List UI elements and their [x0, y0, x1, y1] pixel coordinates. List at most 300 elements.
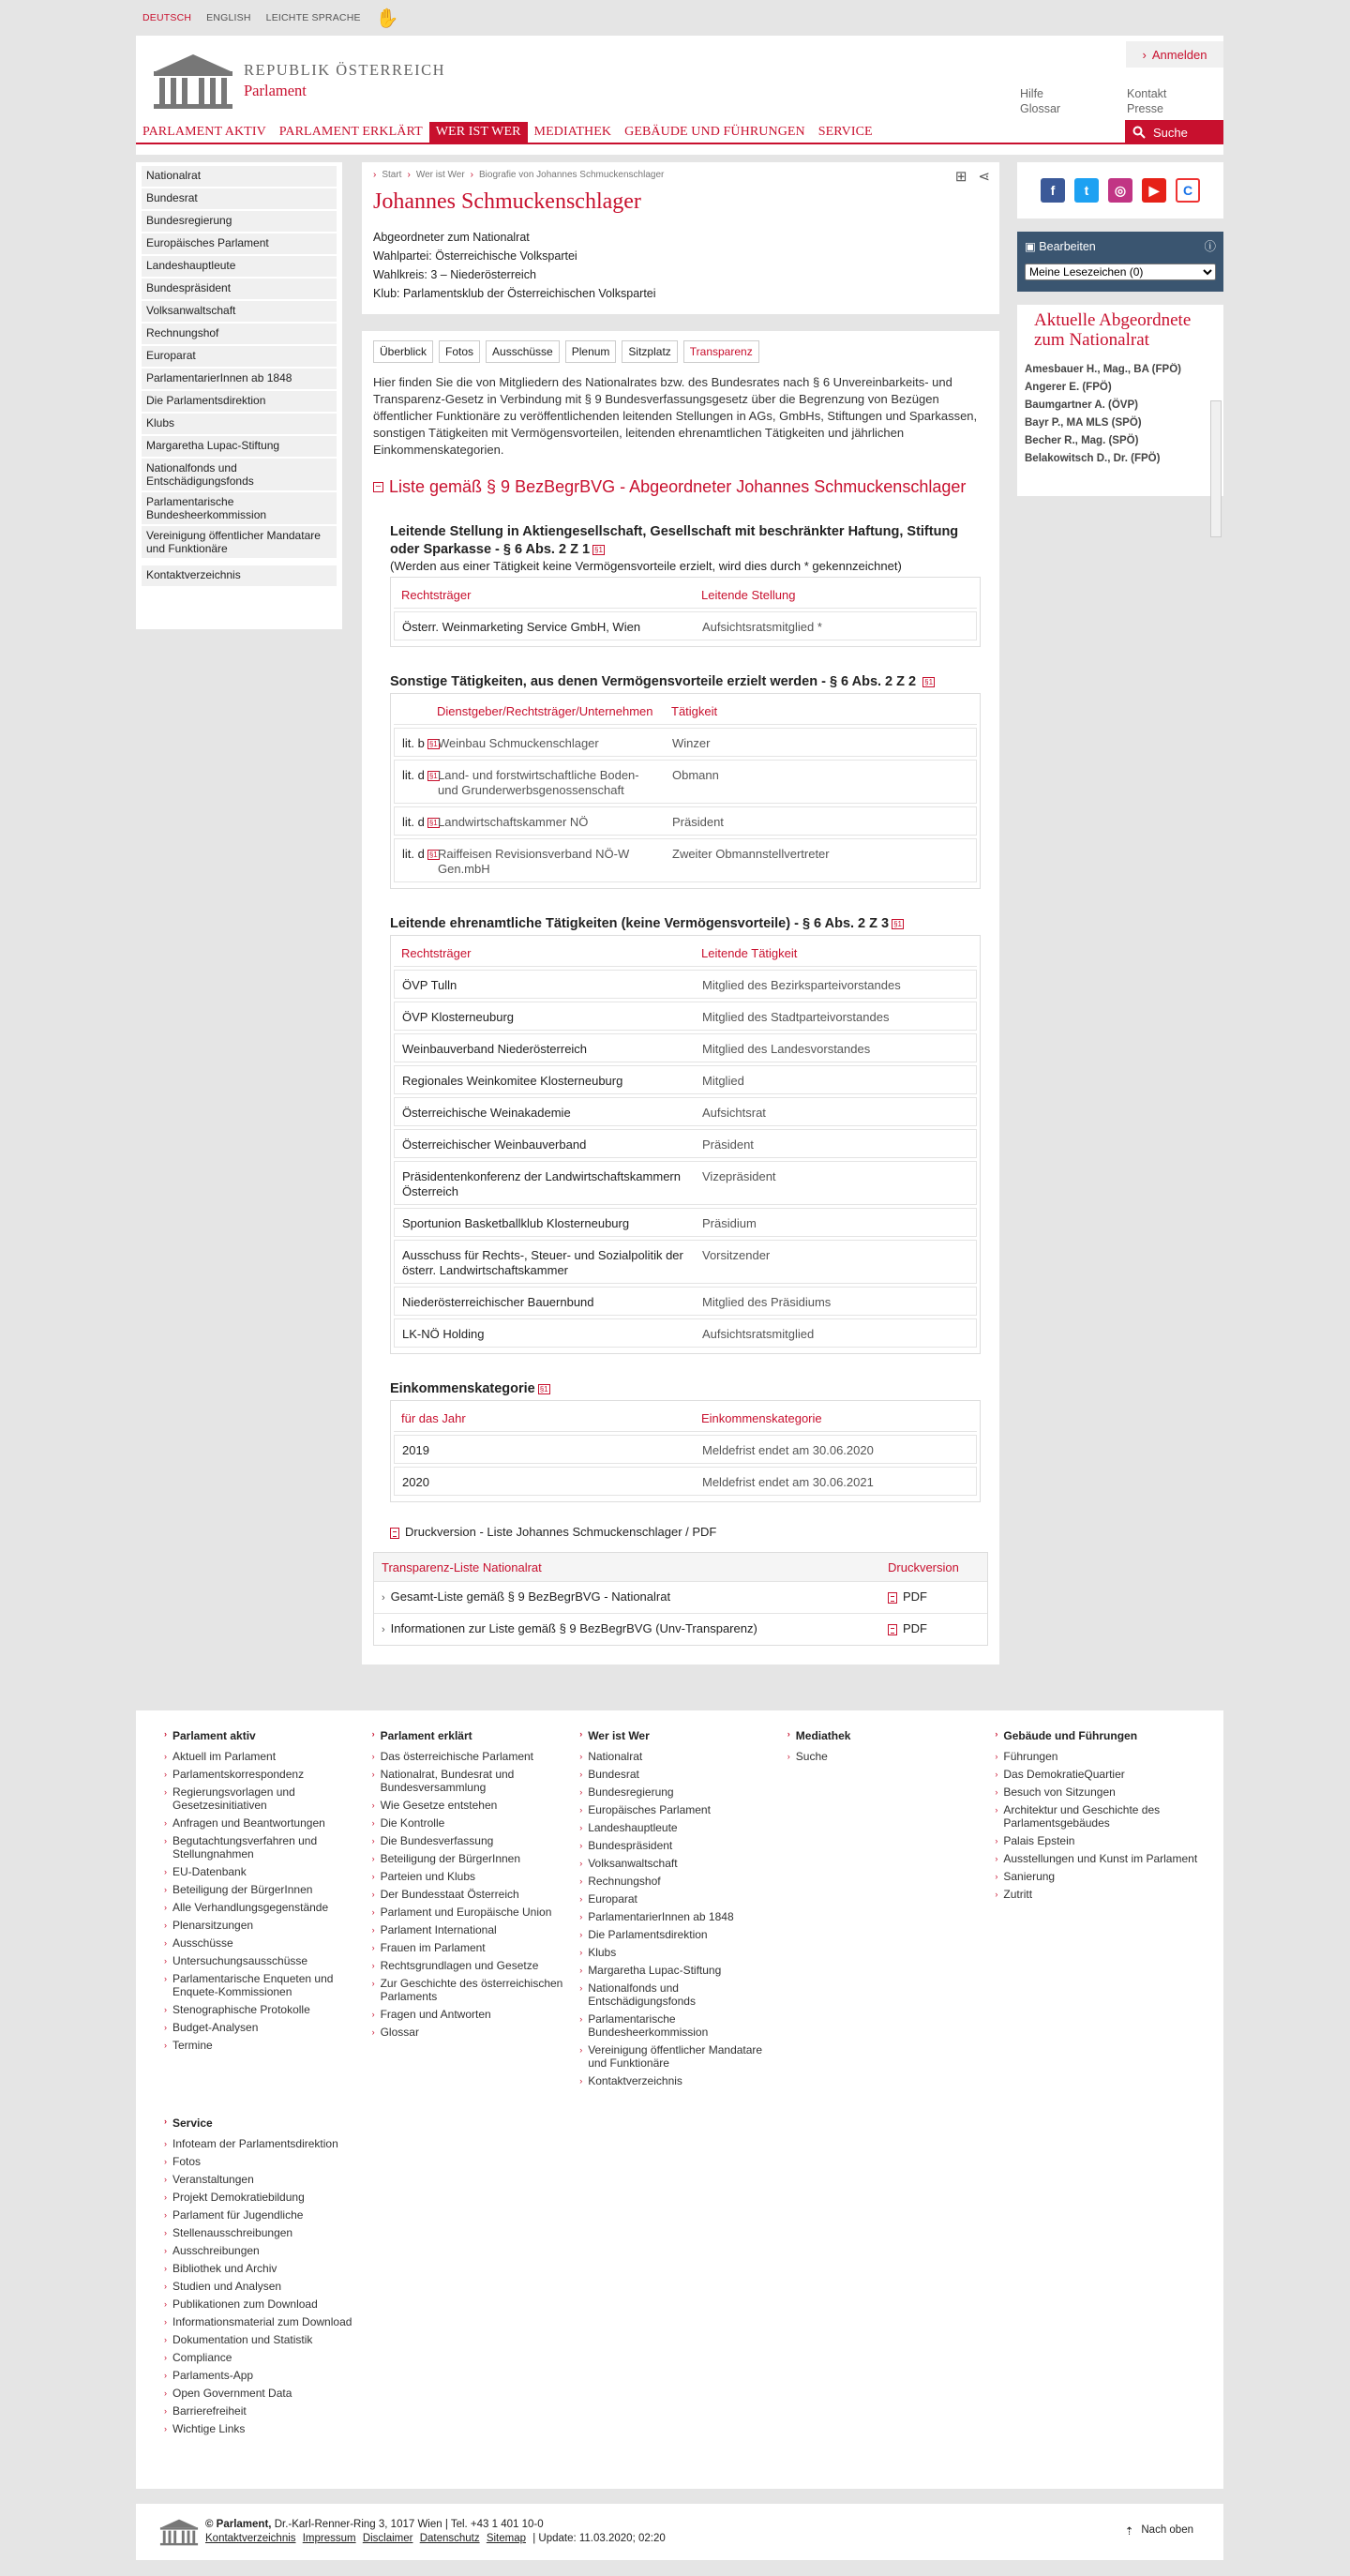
footer-link[interactable] [164, 1816, 368, 1830]
table-row [374, 1613, 987, 1645]
sidebar-item-vereinigung[interactable]: Vereinigung öffentlicher Mandatare und Funktionäre [142, 526, 337, 558]
footer-link[interactable] [372, 2026, 577, 2039]
login-arrow-icon: › [1142, 47, 1147, 62]
edit-box [1017, 232, 1223, 292]
footer-link-label: Nationalrat [588, 1750, 643, 1763]
chevron-right-icon: › [371, 1943, 375, 1952]
lit-cell [395, 839, 438, 881]
cell: Österreichischer Weinbauverband [402, 1137, 587, 1152]
footer-link[interactable] [164, 2039, 368, 2052]
chevron-right-icon: › [579, 2076, 583, 2086]
footer-link[interactable] [579, 1875, 784, 1888]
print-download-link[interactable] [390, 1525, 988, 1539]
chevron-right-icon: › [371, 1979, 375, 1988]
cell: Weinbau Schmuckenschlager [438, 736, 599, 750]
footer-link-label: Parlament und Europäische Union [380, 1906, 552, 1919]
pdf-link[interactable] [880, 1582, 935, 1613]
collapse-icon: − [373, 482, 383, 492]
footer-link-label: Wichtige Links [172, 2422, 246, 2435]
chevron-right-icon: › [995, 1729, 998, 1739]
table-row [394, 1240, 977, 1284]
footer-link[interactable] [579, 2012, 784, 2039]
footer-column-title[interactable] [164, 1729, 368, 1742]
member-item[interactable]: Baumgartner A. (ÖVP) [1025, 399, 1138, 411]
footer-link-label: Klubs [588, 1946, 617, 1959]
sidebar-item-europarat[interactable]: Europarat [142, 346, 337, 367]
tab-ueberblick[interactable]: Überblick [373, 340, 433, 363]
sidebar-item-nationalrat[interactable]: Nationalrat [142, 166, 337, 187]
footer-link[interactable] [579, 1946, 784, 1959]
table-row [394, 1033, 977, 1062]
sidebar-item-rechnungshof[interactable]: Rechnungshof [142, 324, 337, 344]
footer-link-label: Parlament International [380, 1923, 497, 1936]
footer-link-label: Ausschreibungen [172, 2244, 260, 2257]
edit-title-label: Bearbeiten [1039, 239, 1096, 253]
arrow-up-icon: ⇡ [1124, 2526, 1134, 2538]
nav-gebaeude[interactable]: GEBÄUDE UND FÜHRUNGEN [624, 125, 805, 139]
main-content [362, 162, 999, 1691]
chevron-right-icon: › [579, 2045, 583, 2055]
pdf-label: PDF [903, 1589, 927, 1604]
nav-parlament-erklaert[interactable]: PARLAMENT ERKLÄRT [278, 125, 423, 139]
footer-link-label: Die Bundesverfassung [380, 1834, 494, 1847]
footer-link[interactable] [164, 2387, 372, 2400]
cell: ÖVP Tulln [402, 978, 458, 992]
sidebar-item-lupac-stiftung[interactable]: Margaretha Lupac-Stiftung [142, 436, 337, 457]
tab-transparenz[interactable]: Transparenz [683, 340, 759, 363]
section-toggle[interactable] [373, 477, 988, 497]
footer-link[interactable] [164, 2155, 372, 2168]
instagram-icon[interactable]: ◎ [1108, 178, 1132, 203]
footer-link[interactable] [164, 2137, 372, 2150]
current-members-title: Aktuelle Abgeordnete zum Nationalrat [1034, 310, 1192, 350]
footer-link-label: Rechnungshof [588, 1875, 661, 1888]
footer-link[interactable] [372, 1816, 577, 1830]
chevron-right-icon: › [382, 1624, 385, 1635]
link-glossar[interactable]: Glossar [1020, 102, 1061, 115]
footer-link-label: Plenarsitzungen [172, 1919, 254, 1932]
list-link[interactable] [374, 1582, 880, 1613]
footer-link-label: Vereinigung öffentlicher Mandatare und Funktionäre [588, 2043, 763, 2070]
sidebar-item-parlamentarierinnen[interactable]: ParlamentarierInnen ab 1848 [142, 369, 337, 389]
footer-link[interactable] [164, 2244, 372, 2257]
table-row [394, 1129, 977, 1158]
member-item[interactable]: Belakowitsch D., Dr. (FPÖ) [1025, 453, 1161, 464]
footer-link[interactable] [164, 1954, 368, 1967]
footer-link-label: Parteien und Klubs [380, 1870, 475, 1883]
footer-link-label: Bundesregierung [588, 1785, 674, 1799]
table-row [394, 1318, 977, 1348]
sidebar-item-bundesregierung[interactable]: Bundesregierung [142, 211, 337, 232]
chevron-right-icon: › [164, 2246, 167, 2255]
footer-link[interactable] [164, 2297, 372, 2311]
footer-link[interactable] [372, 1941, 577, 1954]
footer-link[interactable] [372, 1959, 577, 1972]
footer-link-label: EU-Datenbank [172, 1865, 247, 1878]
footer-link-label: Rechtsgrundlagen und Gesetze [380, 1959, 539, 1972]
footer-link-label: Glossar [380, 2026, 419, 2039]
sidebar-item-parlamentsdirektion[interactable]: Die Parlamentsdirektion [142, 391, 337, 412]
footer-link-kontaktverzeichnis[interactable]: Kontaktverzeichnis [205, 2533, 296, 2544]
footer-link[interactable] [372, 1923, 577, 1936]
chevron-right-icon: › [164, 2139, 167, 2148]
law-link-icon[interactable]: §1 [428, 772, 438, 781]
help-links [1020, 86, 1060, 116]
footer-link[interactable] [995, 1870, 1199, 1883]
table-row [394, 1287, 977, 1316]
footer-column-title[interactable] [164, 2117, 372, 2130]
footer-link[interactable] [372, 1852, 577, 1865]
footer-link-label: Landeshauptleute [588, 1821, 678, 1834]
cell: Präsidium [702, 1216, 757, 1230]
footer-link-label: ParlamentarierInnen ab 1848 [588, 1910, 734, 1923]
cell: Österreichische Weinakademie [402, 1106, 571, 1120]
table4-title-text: Einkommenskategorie [390, 1381, 535, 1396]
footer-link[interactable] [164, 2226, 372, 2239]
sidebar-item-volksanwaltschaft[interactable]: Volksanwaltschaft [142, 301, 337, 322]
sidebar-item-kontaktverzeichnis[interactable]: Kontaktverzeichnis [142, 565, 337, 586]
footer-link[interactable] [372, 1977, 577, 2003]
sidebar-item-nationalfonds[interactable]: Nationalfonds und Entschädigungsfonds [142, 459, 337, 490]
cell: Präsidentenkonferenz der Landwirtschaftskammern Österreich [402, 1169, 681, 1198]
footer-column-title-label: Wer ist Wer [588, 1729, 650, 1742]
footer-column-title[interactable] [788, 1729, 992, 1742]
footer-link[interactable] [164, 2003, 368, 2016]
chevron-right-icon: › [382, 1592, 385, 1604]
table-header [394, 1404, 977, 1432]
footer-link[interactable] [372, 1750, 577, 1763]
members-list [1025, 363, 1223, 485]
law-link-icon[interactable]: §1 [539, 1384, 548, 1393]
footer-link-label: Ausstellungen und Kunst im Parlament [1003, 1852, 1198, 1865]
chevron-right-icon: › [164, 2282, 167, 2291]
table-row [394, 806, 977, 836]
footer-link-label: Nationalrat, Bundesrat und Bundesversammlung [380, 1768, 515, 1794]
footer-link[interactable] [164, 2173, 372, 2186]
footer-column-title[interactable] [372, 1729, 577, 1742]
nav-service[interactable]: SERVICE [818, 125, 873, 139]
chevron-right-icon: › [371, 1925, 375, 1935]
chevron-right-icon: › [164, 2406, 167, 2416]
footer-link-sitemap[interactable]: Sitemap [486, 2533, 527, 2544]
footer-link[interactable] [579, 1892, 784, 1906]
chevron-right-icon: › [371, 1854, 375, 1863]
list-link[interactable] [374, 1614, 880, 1645]
footer-link-label: Besuch von Sitzungen [1003, 1785, 1116, 1799]
law-link-icon[interactable]: §1 [428, 819, 438, 828]
footer-link[interactable] [164, 2021, 368, 2034]
chevron-right-icon: › [579, 1876, 583, 1886]
bookmarks-select[interactable] [1025, 264, 1216, 280]
parliament-building-icon [150, 51, 236, 111]
members-scrollbar[interactable] [1210, 400, 1222, 537]
site-header [136, 36, 1223, 155]
chevron-right-icon: › [164, 2192, 167, 2202]
footer-link[interactable] [164, 2422, 372, 2435]
cell: Mitglied [702, 1074, 744, 1088]
law-link-icon[interactable]: §1 [428, 851, 438, 860]
footer-link[interactable] [164, 1834, 368, 1860]
chevron-right-icon: › [579, 1841, 583, 1850]
member-item[interactable]: Bayr P., MA MLS (SPÖ) [1025, 417, 1142, 429]
cell: Ausschuss für Rechts-, Steuer- und Sozialpolitik der österr. Landwirtschaftskammer [402, 1248, 683, 1277]
sign-language-icon[interactable]: ✋ [375, 8, 399, 29]
footer-link[interactable] [995, 1750, 1199, 1763]
chevron-right-icon: › [371, 1961, 375, 1970]
sidebar-item-bundesrat[interactable]: Bundesrat [142, 188, 337, 209]
footer-link-label: Das österreichische Parlament [380, 1750, 533, 1763]
footer-link-label: Publikationen zum Download [172, 2297, 318, 2311]
intro-text: Hier finden Sie die von Mitgliedern des Nationalrates bzw. des Bundesrates nach § 6 Unvereinbarkeits- und Transparenz-Gesetz in Verbindung mit § 9 Bundesverfassungsgesetz über die Begrenzung von Bezügen öffentlicher Funktionäre zu veröffentlichenden leitenden Stellungen in AGs, GmbHs, Stiftungen und Sparkassen, sonstigen Tätigkeiten mit Vermögensvorteilen, leitenden ehrenamtlichen Tätigkeiten und jährlichen Einkommenskategorien. [373, 375, 978, 457]
footer-link[interactable] [164, 2191, 372, 2204]
law-link-icon[interactable]: §1 [594, 545, 603, 554]
chevron-right-icon: › [579, 1752, 583, 1761]
footer-link-label: Die Kontrolle [380, 1816, 445, 1830]
footer-link[interactable] [164, 2315, 372, 2328]
breadcrumb-current: Biografie von Johannes Schmuckenschlager [479, 170, 665, 180]
footer-link[interactable] [164, 1901, 368, 1914]
table2-title [390, 673, 981, 691]
chevron-right-icon: › [995, 1752, 998, 1761]
sidebar-item-bundesheerkommission[interactable]: Parlamentarische Bundesheerkommission [142, 492, 337, 524]
footer-link[interactable] [579, 1839, 784, 1852]
social-links [1017, 162, 1223, 218]
link-kontakt[interactable]: Kontakt [1127, 87, 1167, 100]
chevron-right-icon: › [164, 2335, 167, 2344]
person-constituency: Wahlkreis: 3 – Niederösterreich [373, 268, 536, 281]
footer-link[interactable] [164, 2280, 372, 2293]
tab-fotos[interactable]: Fotos [439, 340, 480, 363]
footer-link[interactable] [164, 2262, 372, 2275]
cell: Aufsichtsratsmitglied [702, 1327, 815, 1341]
footer-link[interactable] [579, 2074, 784, 2087]
cell: Mitglied des Stadtparteivorstandes [702, 1010, 890, 1024]
footer-link[interactable] [995, 1852, 1199, 1865]
cell: Österr. Weinmarketing Service GmbH, Wien [402, 620, 641, 634]
share-icon[interactable]: ⋖ [978, 169, 990, 185]
cell: Weinbauverband Niederösterreich [402, 1042, 588, 1056]
law-link-icon[interactable]: §1 [428, 740, 438, 749]
chevron-right-icon: › [164, 1921, 167, 1930]
info-icon[interactable]: ⓘ [1204, 240, 1216, 253]
chevron-right-icon: › [371, 1770, 375, 1779]
tab-plenum[interactable]: Plenum [565, 340, 617, 363]
chevron-right-icon: › [579, 2014, 583, 2024]
footer-link[interactable] [579, 1857, 784, 1870]
footer-link[interactable] [164, 2369, 372, 2382]
sidebar-item-klubs[interactable]: Klubs [142, 414, 337, 434]
site-footer [136, 1710, 1223, 2489]
footer-link-label: Parlamentskorrespondenz [172, 1768, 305, 1781]
footer-column-title[interactable] [995, 1729, 1199, 1742]
search-button[interactable] [1125, 120, 1223, 144]
footer-link[interactable] [579, 1821, 784, 1834]
footer-link[interactable] [995, 1803, 1199, 1830]
chevron-right-icon: › [164, 2371, 167, 2380]
nav-mediathek[interactable]: MEDIATHEK [533, 125, 612, 139]
breadcrumb-start[interactable]: Start [382, 170, 402, 180]
chevron-right-icon: › [164, 1956, 167, 1966]
footer-link[interactable] [579, 1910, 784, 1923]
lit-cell [395, 761, 438, 803]
footer-link-label: Parlamentarische Enqueten und Enquete-Kommissionen [172, 1972, 334, 1998]
nav-parlament-aktiv[interactable]: PARLAMENT AKTIV [142, 125, 266, 139]
cell: Mitglied des Landesvorstandes [702, 1042, 871, 1056]
footer-link[interactable] [995, 1785, 1199, 1799]
footer-link[interactable] [995, 1834, 1199, 1847]
chevron-right-icon: › [164, 2228, 167, 2237]
sidebar-item-landeshauptleute[interactable]: Landeshauptleute [142, 256, 337, 277]
column-header: Rechtsträger [401, 946, 472, 960]
law-link-icon[interactable]: §1 [893, 919, 903, 928]
facebook-icon[interactable]: f [1041, 178, 1065, 203]
footer-link[interactable] [788, 1750, 992, 1763]
link-hilfe[interactable]: Hilfe [1020, 87, 1044, 100]
footer-link[interactable] [579, 1928, 784, 1941]
footer-link[interactable] [372, 1834, 577, 1847]
footer-link-datenschutz[interactable]: Datenschutz [419, 2533, 480, 2544]
breadcrumb-chevron-icon: › [373, 170, 377, 180]
chevron-right-icon: › [995, 1872, 998, 1881]
table1-title [390, 523, 981, 559]
footer-link[interactable] [372, 1906, 577, 1919]
footer-link[interactable] [164, 1883, 368, 1896]
footer-link-label: Veranstaltungen [172, 2173, 254, 2186]
footer-link-label: Begutachtungsverfahren und Stellungnahmen [172, 1834, 318, 1860]
footer-link[interactable] [372, 1768, 577, 1794]
logo-subtitle: Parlament [244, 82, 307, 99]
law-link-icon[interactable]: §1 [924, 677, 934, 686]
footer-link-label: Wie Gesetze entstehen [380, 1799, 498, 1812]
footer-link[interactable] [164, 1865, 368, 1878]
footer-link-label: Beteiligung der BürgerInnen [172, 1883, 313, 1896]
app-icon[interactable]: C [1176, 178, 1200, 203]
youtube-icon[interactable]: ▶ [1142, 178, 1166, 203]
footer-link-label: Projekt Demokratiebildung [172, 2191, 305, 2204]
footer-link[interactable] [372, 2008, 577, 2021]
table-header [394, 939, 977, 967]
parliament-logo[interactable] [150, 51, 445, 111]
footer-link-label: Frauen im Parlament [380, 1941, 486, 1954]
chevron-right-icon: › [579, 1894, 583, 1904]
chevron-right-icon: › [579, 1948, 583, 1957]
table-leitende-stellung [390, 577, 981, 647]
footer-link[interactable] [372, 1888, 577, 1901]
footer-link[interactable] [579, 1981, 784, 2008]
footer-link[interactable] [164, 2351, 372, 2364]
footer-link[interactable] [164, 1936, 368, 1950]
sidebar-item-bundespraesident[interactable]: Bundespräsident [142, 279, 337, 299]
pdf-link[interactable] [880, 1614, 935, 1645]
tab-sitzplatz[interactable]: Sitzplatz [622, 340, 677, 363]
footer-link[interactable] [579, 2043, 784, 2070]
column-header: Transparenz-Liste Nationalrat [382, 1560, 542, 1574]
back-to-top-link[interactable] [1125, 2524, 1193, 2538]
footer-link-label: Architektur und Geschichte des Parlamentsgebäudes [1003, 1803, 1161, 1830]
footer-link[interactable] [164, 2208, 372, 2222]
footer-column-title-label: Mediathek [795, 1729, 851, 1742]
chevron-right-icon: › [164, 1770, 167, 1779]
column-header: Leitende Stellung [701, 588, 796, 602]
table-row [394, 970, 977, 999]
link-presse[interactable]: Presse [1127, 102, 1163, 115]
member-item[interactable]: Amesbauer H., Mag., BA (FPÖ) [1025, 364, 1181, 375]
footer-column-title[interactable] [579, 1729, 784, 1742]
footer-link[interactable] [995, 1768, 1199, 1781]
footer-link-impressum[interactable]: Impressum [302, 2533, 356, 2544]
lang-leichte-sprache[interactable]: LEICHTE SPRACHE [265, 12, 361, 23]
footer-link[interactable] [579, 1768, 784, 1781]
footer-link[interactable] [579, 1750, 784, 1763]
nav-wer-ist-wer[interactable]: WER IST WER [429, 122, 528, 143]
member-item[interactable]: Becher R., Mag. (SPÖ) [1025, 435, 1139, 446]
login-button[interactable] [1126, 41, 1223, 68]
footer-link[interactable] [372, 1799, 577, 1812]
footer-link[interactable] [164, 2333, 372, 2346]
footer-link[interactable] [579, 1964, 784, 1977]
bookmark-icon: ▣ [1025, 239, 1040, 253]
lit-label: lit. d [402, 815, 425, 829]
footer-link-label: Sanierung [1003, 1870, 1056, 1883]
footer-link-label: Nationalfonds und Entschädigungsfonds [588, 1981, 696, 2008]
chevron-right-icon: › [164, 2299, 167, 2309]
edit-title [1025, 239, 1096, 253]
footer-link-label: Stellenausschreibungen [172, 2226, 293, 2239]
member-item[interactable]: Angerer E. (FPÖ) [1025, 382, 1112, 393]
sidebar-item-europaeisches-parlament[interactable]: Europäisches Parlament [142, 233, 337, 254]
table-header [374, 1553, 987, 1581]
footer-link[interactable] [579, 1803, 784, 1816]
lang-english[interactable]: ENGLISH [206, 12, 251, 23]
chevron-right-icon: › [164, 2424, 167, 2433]
chevron-right-icon: › [995, 1770, 998, 1779]
tab-ausschuesse[interactable]: Ausschüsse [486, 340, 560, 363]
footer-link-disclaimer[interactable]: Disclaimer [362, 2533, 413, 2544]
chevron-right-icon: › [371, 1890, 375, 1899]
profile-tabs [373, 340, 988, 363]
bookmark-add-icon[interactable]: ⊞ [954, 169, 968, 185]
chevron-right-icon: › [371, 1836, 375, 1845]
footer-link[interactable] [579, 1785, 784, 1799]
column-header: für das Jahr [401, 1411, 466, 1425]
footer-link-label: Termine [172, 2039, 213, 2052]
table2-title-text: Sonstige Tätigkeiten, aus denen Vermögensvorteile erzielt werden - § 6 Abs. 2 Z 2 [390, 674, 917, 689]
footer-link[interactable] [164, 1750, 368, 1763]
column-header: Druckversion [888, 1560, 959, 1574]
footer-link[interactable] [372, 1870, 577, 1883]
footer-column [991, 1729, 1199, 2092]
cell: Sportunion Basketballklub Klosterneuburg [402, 1216, 630, 1230]
chevron-right-icon: › [995, 1836, 998, 1845]
footer-link[interactable] [164, 1785, 368, 1812]
table1-title-text: Leitende Stellung in Aktiengesellschaft, Gesellschaft mit beschränkter Haftung, Stiftung oder Sparkasse - § 6 Abs. 2 Z 1 [390, 524, 959, 557]
footer-link-label: Bundespräsident [588, 1839, 673, 1852]
footer-link[interactable] [995, 1888, 1199, 1901]
chevron-right-icon: › [371, 1872, 375, 1881]
cell: Mitglied des Präsidiums [702, 1295, 832, 1309]
footer-link[interactable] [164, 1768, 368, 1781]
chevron-right-icon: › [164, 2264, 167, 2273]
table-row [394, 1161, 977, 1205]
lang-deutsch[interactable]: DEUTSCH [142, 12, 192, 23]
breadcrumb [373, 162, 988, 180]
footer-link[interactable] [164, 1972, 368, 1998]
footer-link[interactable] [164, 1919, 368, 1932]
breadcrumb-wer-ist-wer[interactable]: Wer ist Wer [415, 170, 465, 180]
twitter-icon[interactable]: t [1074, 178, 1099, 203]
footer-link[interactable] [164, 2404, 372, 2418]
person-header-panel [362, 162, 999, 314]
